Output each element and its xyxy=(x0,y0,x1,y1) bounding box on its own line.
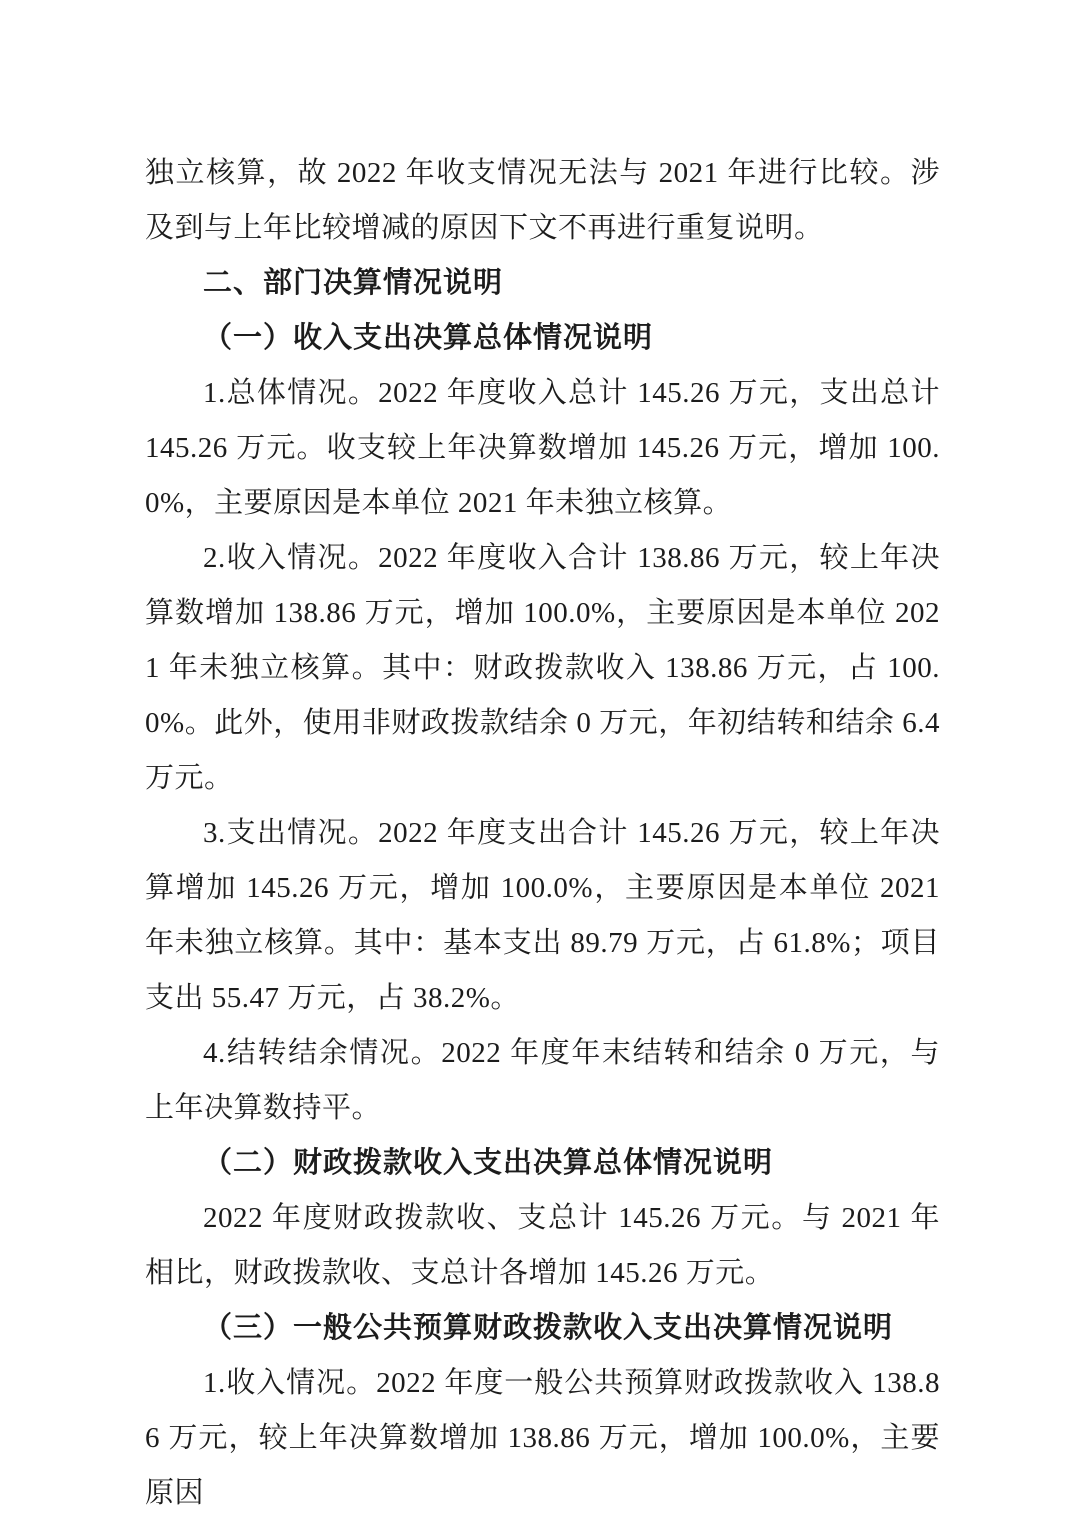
paragraph-overall-situation: 1.总体情况。2022 年度收入总计 145.26 万元，支出总计 145.26 万元。收支较上年决算数增加 145.26 万元，增加 100.0%，主要原因是本单位 2021 年未独立核算。 xyxy=(145,377,940,519)
paragraph-general-public-budget-income-truncated: 1.收入情况。2022 年度一般公共预算财政拨款收入 138.86 万元，较上年决算数增加 138.86 万元，增加 100.0%，主要原因 xyxy=(145,1367,940,1509)
paragraph-fiscal-appropriation-total: 2022 年度财政拨款收、支总计 145.26 万元。与 2021 年相比，财政拨款收、支总计各增加 145.26 万元。 xyxy=(145,1202,940,1289)
subsection-heading-2-1: （一）收入支出决算总体情况说明 xyxy=(203,322,654,354)
subsection-heading-2-3: （三）一般公共预算财政拨款收入支出决算情况说明 xyxy=(203,1312,894,1344)
document-text-area xyxy=(145,146,940,1520)
section-heading-2: 二、部门决算情况说明 xyxy=(203,267,504,299)
subsection-heading-2-2: （二）财政拨款收入支出决算总体情况说明 xyxy=(203,1147,774,1179)
paragraph-expenditure-situation: 3.支出情况。2022 年度支出合计 145.26 万元，较上年决算增加 145.26 万元，增加 100.0%，主要原因是本单位 2021 年未独立核算。其中：基本支出 89.79 万元，占 61.8%；项目支出 55.47 万元，占 38.2%。 xyxy=(145,817,940,1014)
paragraph-income-situation: 2.收入情况。2022 年度收入合计 138.86 万元，较上年决算数增加 138.86 万元，增加 100.0%，主要原因是本单位 2021 年未独立核算。其中：财政拨款收入 138.86 万元，占 100.0%。此外，使用非财政拨款结余 0 万元，年初结转和结余 6.4 万元。 xyxy=(145,542,940,794)
paragraph-continued-from-previous-page: 独立核算，故 2022 年收支情况无法与 2021 年进行比较。涉及到与上年比较增减的原因下文不再进行重复说明。 xyxy=(145,157,940,244)
paragraph-carryover-balance-situation: 4.结转结余情况。2022 年度年末结转和结余 0 万元，与上年决算数持平。 xyxy=(145,1037,940,1124)
